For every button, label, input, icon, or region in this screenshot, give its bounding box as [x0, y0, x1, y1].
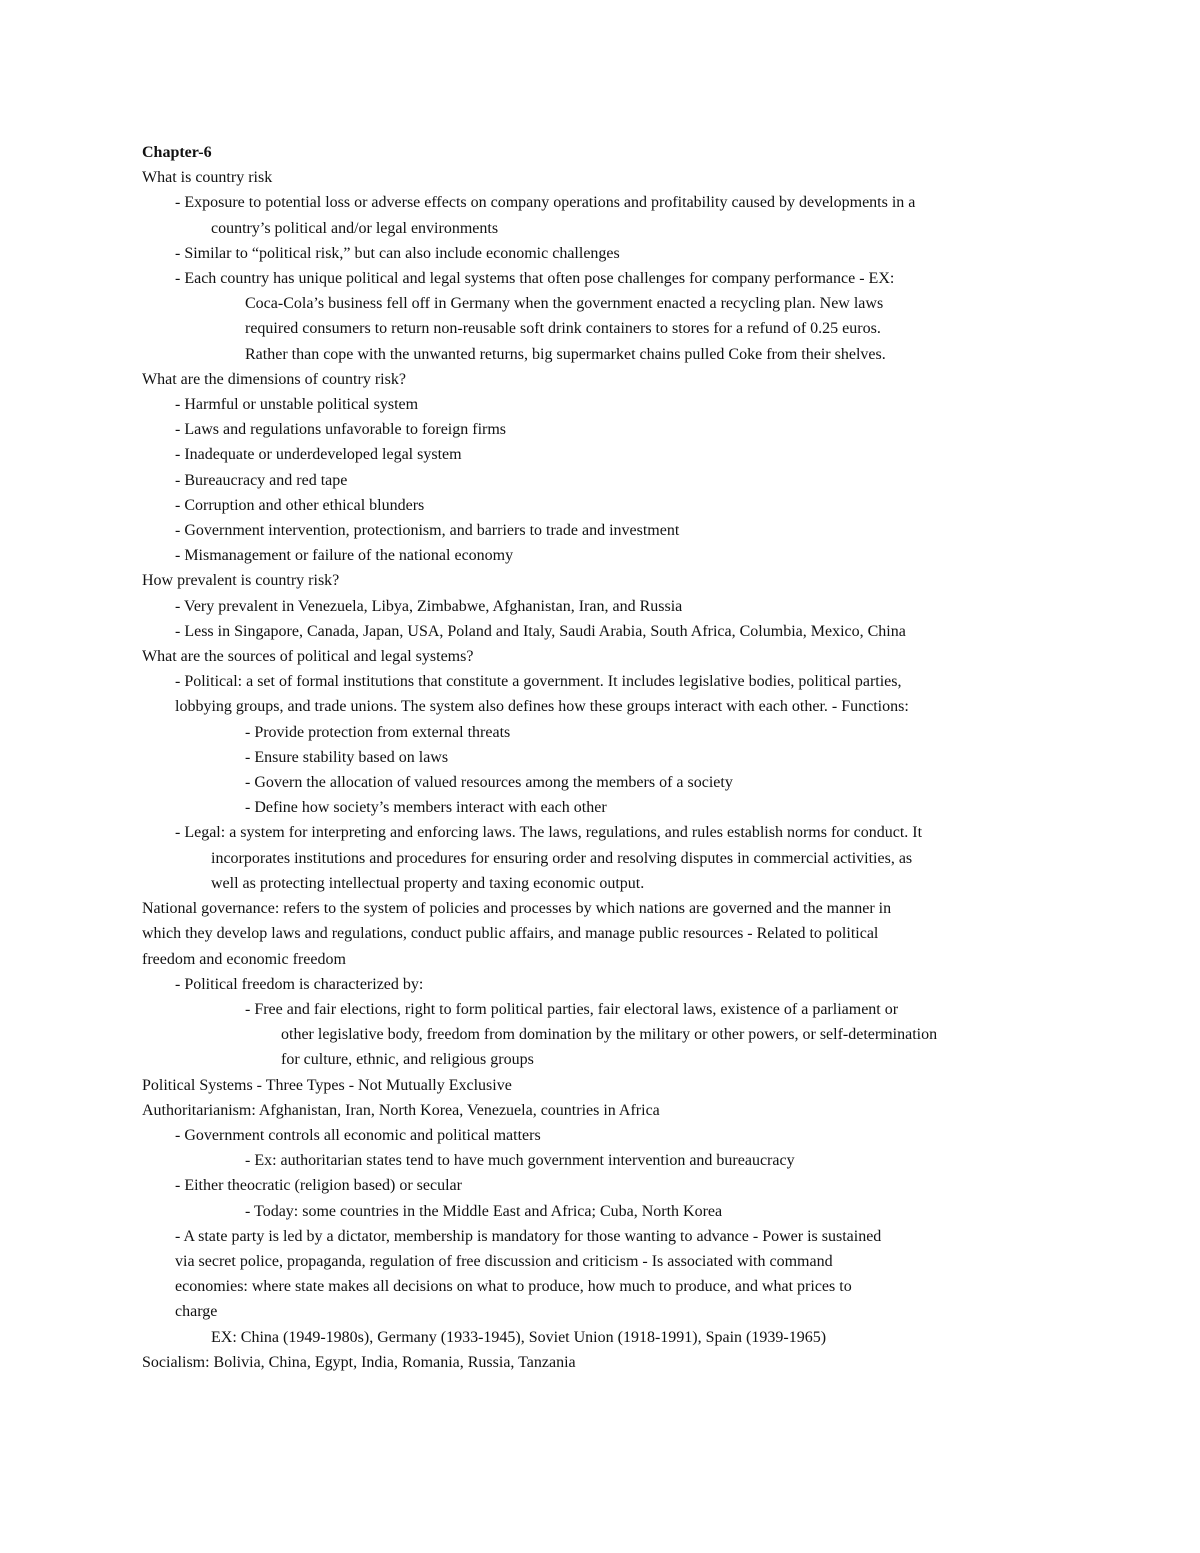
example-text: Rather than cope with the unwanted returns, big supermarket chains pulled Coke from their shelves. [245, 345, 886, 363]
bullet-continuation: via secret police, propaganda, regulation of free discussion and criticism - Is associated with command [175, 1252, 833, 1270]
bullet-item: - Corruption and other ethical blunders [175, 496, 425, 514]
bullet-item: - A state party is led by a dictator, membership is mandatory for those wanting to advance - Power is sustained [175, 1227, 882, 1245]
section-heading: How prevalent is country risk? [142, 572, 340, 590]
example-text: EX: China (1949-1980s), Germany (1933-1945), Soviet Union (1918-1991), Spain (1939-1965) [211, 1328, 827, 1346]
bullet-continuation: country’s political and/or legal environments [211, 219, 499, 237]
sub-bullet-item: - Provide protection from external threats [245, 723, 511, 741]
chapter-title: Chapter-6 [142, 144, 212, 161]
example-text: Coca-Cola’s business fell off in Germany when the government enacted a recycling plan. New laws [245, 295, 884, 313]
sub-bullet-item: - Ensure stability based on laws [245, 748, 449, 766]
sub-bullet-item: - Govern the allocation of valued resources among the members of a society [245, 774, 733, 792]
bullet-item: - Very prevalent in Venezuela, Libya, Zimbabwe, Afghanistan, Iran, and Russia [175, 597, 683, 615]
bullet-item: - Inadequate or underdeveloped legal system [175, 446, 462, 464]
bullet-item: - Bureaucracy and red tape [175, 471, 348, 489]
bullet-item: - Legal: a system for interpreting and enforcing laws. The laws, regulations, and rules establish norms for conduct. It [175, 824, 923, 842]
sub-bullet-item: - Free and fair elections, right to form political parties, fair electoral laws, existence of a parliament or [245, 1000, 899, 1018]
bullet-item: - Mismanagement or failure of the national economy [175, 547, 514, 565]
sub-bullet-continuation: for culture, ethnic, and religious groups [281, 1051, 534, 1069]
bullet-continuation: incorporates institutions and procedures for ensuring order and resolving disputes in commercial activities, as [211, 849, 913, 867]
bullet-item: - Harmful or unstable political system [175, 396, 419, 414]
section-heading: What is country risk [142, 169, 273, 187]
bullet-item: - Political: a set of formal institutions that constitute a government. It includes legislative bodies, political parties, [175, 673, 902, 691]
paragraph-text: freedom and economic freedom [142, 950, 346, 968]
sub-bullet-item: - Ex: authoritarian states tend to have much government intervention and bureaucracy [245, 1152, 795, 1170]
bullet-item: - Government controls all economic and political matters [175, 1126, 541, 1144]
example-text: required consumers to return non-reusable soft drink containers to stores for a refund of 0.25 euros. [245, 320, 881, 338]
section-heading: Political Systems - Three Types - Not Mutually Exclusive [142, 1076, 512, 1094]
bullet-item: - Government intervention, protectionism, and barriers to trade and investment [175, 522, 680, 540]
section-heading: Authoritarianism: Afghanistan, Iran, North Korea, Venezuela, countries in Africa [142, 1101, 660, 1119]
bullet-continuation: economies: where state makes all decisions on what to produce, how much to produce, and what prices to [175, 1278, 852, 1296]
bullet-item: - Exposure to potential loss or adverse effects on company operations and profitability caused by developments in a [175, 194, 916, 212]
section-heading: Socialism: Bolivia, China, Egypt, India, Romania, Russia, Tanzania [142, 1353, 576, 1371]
bullet-item: - Political freedom is characterized by: [175, 975, 424, 993]
paragraph-text: National governance: refers to the system of policies and processes by which nations are governed and the manner in [142, 900, 892, 918]
bullet-item: - Laws and regulations unfavorable to foreign firms [175, 421, 507, 439]
sub-bullet-item: - Today: some countries in the Middle East and Africa; Cuba, North Korea [245, 1202, 723, 1220]
bullet-continuation: well as protecting intellectual property and taxing economic output. [211, 874, 645, 892]
bullet-continuation: lobbying groups, and trade unions. The system also defines how these groups interact with each other. - Functions: [175, 698, 909, 716]
bullet-item: - Less in Singapore, Canada, Japan, USA, Poland and Italy, Saudi Arabia, South Africa, Columbia, Mexico, China [175, 622, 906, 640]
sub-bullet-continuation: other legislative body, freedom from domination by the military or other powers, or self-determination [281, 1026, 938, 1044]
section-heading: What are the sources of political and legal systems? [142, 648, 474, 666]
paragraph-text: which they develop laws and regulations, conduct public affairs, and manage public resources - Related to political [142, 925, 879, 943]
section-heading: What are the dimensions of country risk? [142, 370, 406, 388]
bullet-item: - Similar to “political risk,” but can also include economic challenges [175, 244, 620, 262]
bullet-continuation: charge [175, 1303, 218, 1321]
bullet-item: - Either theocratic (religion based) or secular [175, 1177, 462, 1195]
document-page [142, 140, 1062, 1375]
bullet-item: - Each country has unique political and legal systems that often pose challenges for company performance - EX: [175, 270, 895, 288]
sub-bullet-item: - Define how society’s members interact with each other [245, 799, 607, 817]
